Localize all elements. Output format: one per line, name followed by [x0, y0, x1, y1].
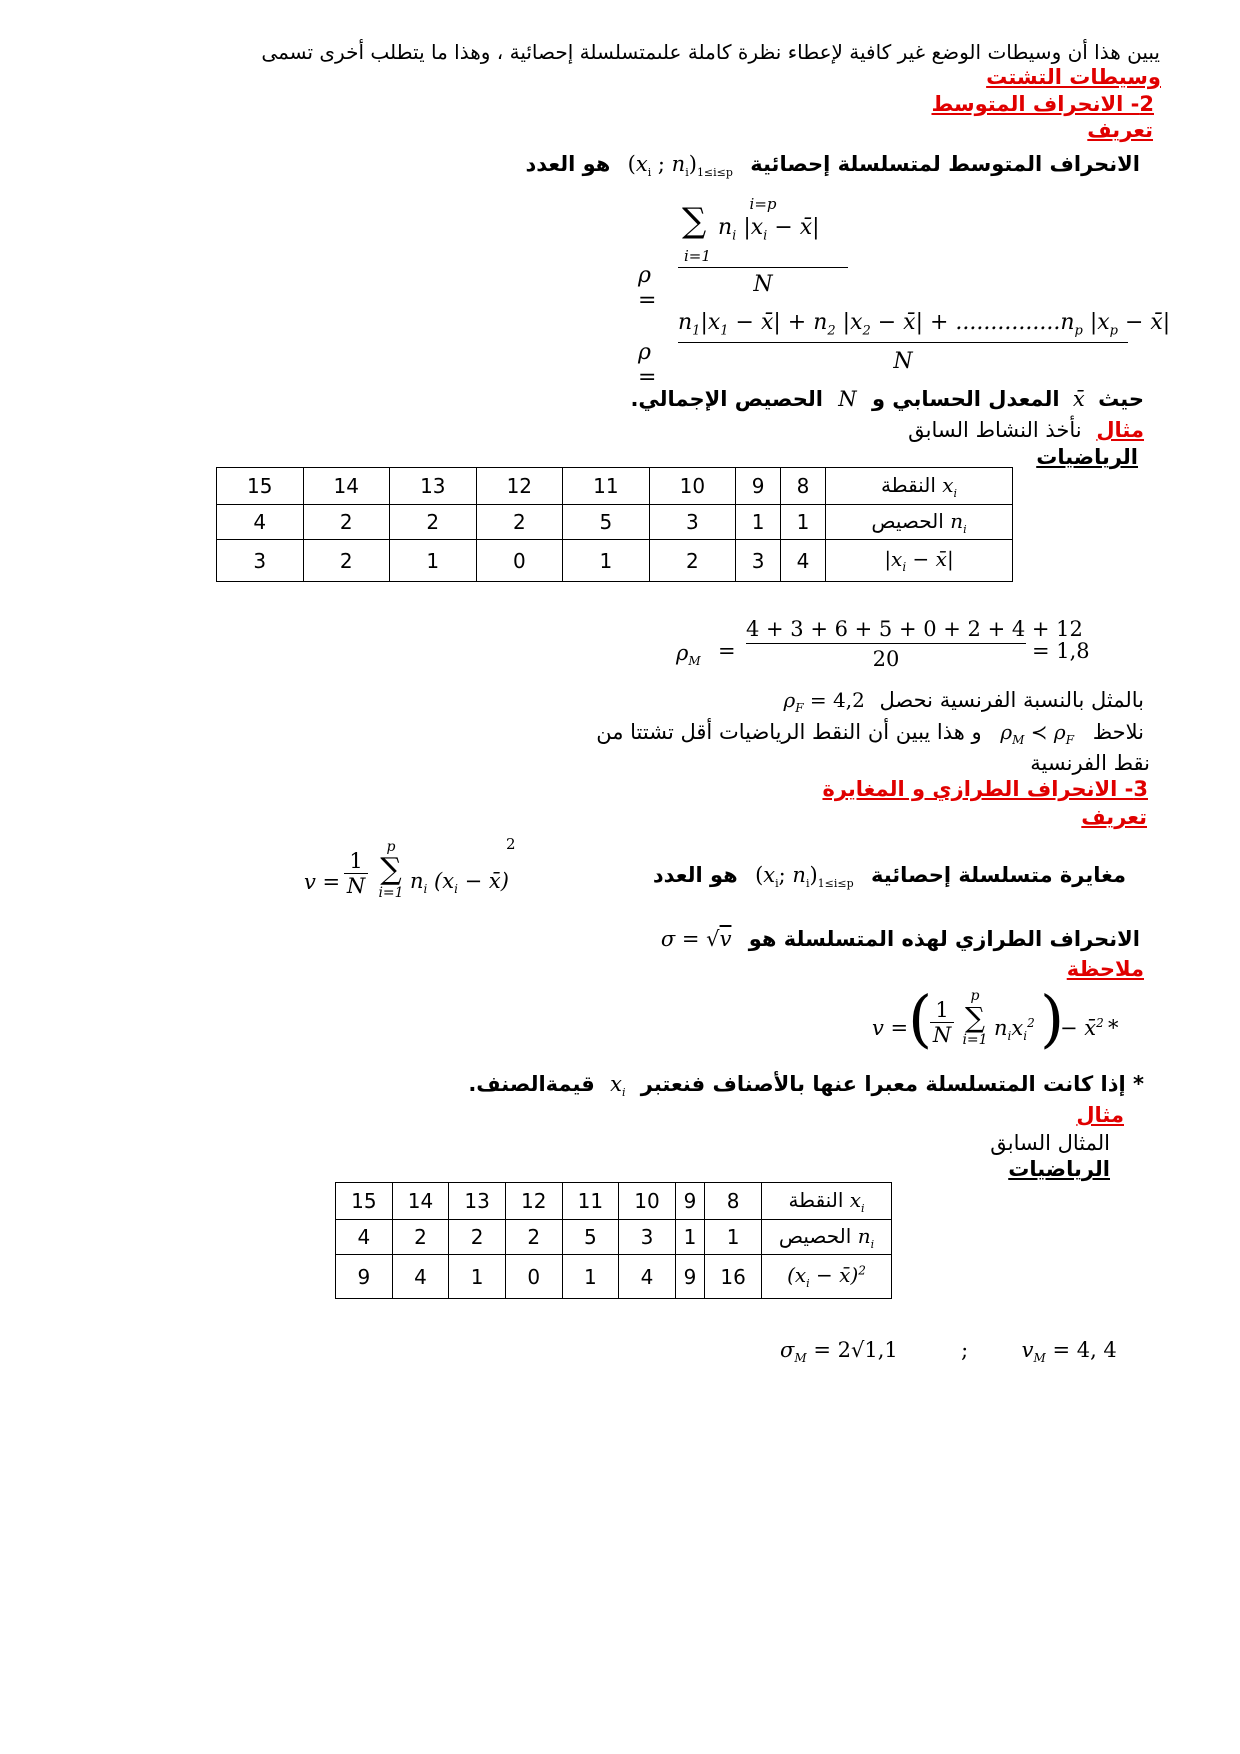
cell: 2 — [392, 1220, 449, 1255]
remark1-formula: v = ( 1 N p ∑ i=1 $n_ix_i^2$ ) − x̄$^2$ * — [872, 982, 1119, 1055]
xbar-symbol: x̄ — [1072, 387, 1085, 411]
subject-label-1: الرياضيات — [1036, 445, 1138, 469]
n-symbol: N — [838, 387, 857, 411]
series-notation: ($x_i$ ; $n_i)_{1\le i\le p}$ — [627, 152, 733, 180]
cell: 4 — [619, 1255, 676, 1299]
cell: 4 — [336, 1220, 393, 1255]
header-text: النقطة — [880, 472, 936, 497]
cell: 1 — [562, 1255, 619, 1299]
cell: 1 — [563, 540, 650, 582]
cell: 0 — [505, 1255, 562, 1299]
remark2-text: * إذا كانت المتسلسلة معبرا عنها بالأصناف فنعتبر — [640, 1072, 1144, 1096]
cell: 8 — [781, 468, 826, 505]
table2-row-counts — [336, 1220, 892, 1255]
cell: 11 — [562, 1183, 619, 1220]
series-notation-2: ($x_i$; $n_i)_{1\le i\le p}$ — [755, 863, 854, 891]
v-m-symbol: $v_M$ — [1021, 1338, 1046, 1366]
xi-symbol: $x_i$ — [610, 1072, 626, 1100]
table-2 — [335, 1182, 892, 1299]
cell: 9 — [736, 468, 781, 505]
cell: 2 — [476, 505, 563, 540]
table2-row-points — [336, 1183, 892, 1220]
cell: 2 — [390, 505, 477, 540]
where-line — [630, 387, 1144, 411]
table1-row-counts — [217, 505, 1013, 540]
intro-line-1: يبين هذا أن وسيطات الوضع غير كافية لإعطاء نظرة كاملة علىمتسلسلة إحصائية ، وهذا ما يتطلب أخرى تسمى — [261, 40, 1160, 64]
subject-label-2: الرياضيات — [1008, 1157, 1110, 1181]
cell: 1 — [705, 1220, 762, 1255]
separator: ; — [961, 1338, 969, 1362]
cell: 12 — [505, 1183, 562, 1220]
rho-comparison: $\rho_M$ ≺ $\rho_F$ — [1000, 720, 1075, 747]
cell: 1 — [675, 1220, 704, 1255]
french-value: = 4,2 — [809, 688, 865, 712]
header-points-2: النقطة $x_i$ — [762, 1183, 892, 1220]
cell: 14 — [392, 1183, 449, 1220]
cell: 14 — [303, 468, 390, 505]
cell: 3 — [649, 505, 736, 540]
remark-label: ملاحظة — [1066, 957, 1144, 981]
example-label-2: مثال — [1076, 1103, 1124, 1127]
section2-definition — [525, 152, 1140, 179]
rho-f-value: $\rho_F = 4,2$ — [783, 688, 865, 715]
intro-line-2: وسيطات التشتت — [986, 65, 1161, 89]
header-text: الحصيص — [778, 1223, 852, 1248]
variance-definition — [653, 863, 1126, 890]
variance-end: هو العدد — [652, 863, 738, 887]
header-sq: ($x_i$ − x̄)$^2$ — [762, 1255, 892, 1299]
def-end: هو العدد — [525, 152, 611, 176]
cell: 0 — [476, 540, 563, 582]
example-label: مثال — [1096, 418, 1144, 442]
where-mean: المعدل الحسابي و — [871, 387, 1060, 411]
where-total: الحصيص الإجمالي. — [630, 387, 823, 411]
calc-denominator: 20 — [872, 647, 900, 671]
cell: 12 — [476, 468, 563, 505]
calc-numerator: 4 + 3 + 6 + 5 + 0 + 2 + 4 + 12 — [746, 617, 1083, 641]
cell: 2 — [649, 540, 736, 582]
cell: 4 — [392, 1255, 449, 1299]
section2-definition-label: تعريف — [1087, 118, 1153, 142]
cell: 5 — [562, 1220, 619, 1255]
variance-text: مغايرة متسلسلة إحصائية — [870, 863, 1126, 887]
cell: 8 — [705, 1183, 762, 1220]
cell: 9 — [675, 1183, 704, 1220]
cell: 15 — [336, 1183, 393, 1220]
header-devs: $|x_i$ − x̄| — [826, 540, 1013, 582]
table1-row-points — [217, 468, 1013, 505]
header-text: الحصيص — [871, 508, 944, 533]
table2-row-sq — [336, 1255, 892, 1299]
note-line-2: نقط الفرنسية — [1030, 751, 1150, 775]
cell: 2 — [449, 1220, 506, 1255]
cell: 4 — [217, 505, 304, 540]
final-results — [780, 1338, 1117, 1365]
std-definition — [651, 927, 1140, 951]
cell: 1 — [736, 505, 781, 540]
remark2-line — [468, 1072, 1144, 1099]
header-counts-2: الحصيص $n_i$ — [762, 1220, 892, 1255]
example-text-2: المثال السابق — [990, 1131, 1110, 1155]
cell: 13 — [390, 468, 477, 505]
remark2-end: قيمةالصنف. — [468, 1072, 595, 1096]
cell: 2 — [505, 1220, 562, 1255]
cell: 1 — [449, 1255, 506, 1299]
french-line — [775, 688, 1144, 715]
cell: 13 — [449, 1183, 506, 1220]
cell: 16 — [705, 1255, 762, 1299]
french-text: بالمثل بالنسبة الفرنسية نحصل — [879, 688, 1144, 712]
cell: 2 — [303, 505, 390, 540]
cell: 4 — [781, 540, 826, 582]
note-label: نلاحظ — [1092, 720, 1144, 744]
table1-row-devs — [217, 540, 1013, 582]
example-text: نأخذ النشاط السابق — [908, 418, 1082, 442]
cell: 15 — [217, 468, 304, 505]
cell: 1 — [781, 505, 826, 540]
cell: 9 — [675, 1255, 704, 1299]
cell: 3 — [217, 540, 304, 582]
header-points: النقطة $x_i$ — [826, 468, 1013, 505]
header-text: النقطة — [788, 1187, 844, 1212]
section2-title — [931, 92, 1154, 116]
cell: 9 — [336, 1255, 393, 1299]
v-m-value: = 4, 4 — [1052, 1338, 1117, 1362]
cell: 10 — [649, 468, 736, 505]
sigma-m-symbol: $\sigma_M$ — [780, 1338, 807, 1366]
section3-title-text: 3- الانحراف الطرازي و المغايرة — [822, 777, 1148, 801]
header-counts: الحصيص $n_i$ — [826, 505, 1013, 540]
note-line — [596, 720, 1144, 747]
cell: 10 — [619, 1183, 676, 1220]
section3-title — [822, 777, 1148, 801]
cell: 3 — [619, 1220, 676, 1255]
where-text: حيث — [1098, 387, 1144, 411]
cell: 5 — [563, 505, 650, 540]
cell: 3 — [736, 540, 781, 582]
section3-definition-label: تعريف — [1081, 805, 1147, 829]
cell: 2 — [303, 540, 390, 582]
cell: 11 — [563, 468, 650, 505]
calc-result: = 1,8 — [1032, 639, 1090, 663]
sigma-sqrt-v: σ = √v — [660, 927, 732, 951]
section2-title-text: 2- الانحراف المتوسط — [931, 92, 1154, 116]
cell: 1 — [390, 540, 477, 582]
sigma-m-value: = 2√1,1 — [813, 1338, 898, 1362]
def-text: الانحراف المتوسط لمتسلسلة إحصائية — [750, 152, 1140, 176]
table-1 — [216, 467, 1013, 582]
std-text: الانحراف الطرازي لهذه المتسلسلة هو — [748, 927, 1140, 951]
note-text: و هذا يبين أن النقط الرياضيات أقل تشتتا من — [596, 720, 982, 744]
example-line — [908, 418, 1144, 442]
